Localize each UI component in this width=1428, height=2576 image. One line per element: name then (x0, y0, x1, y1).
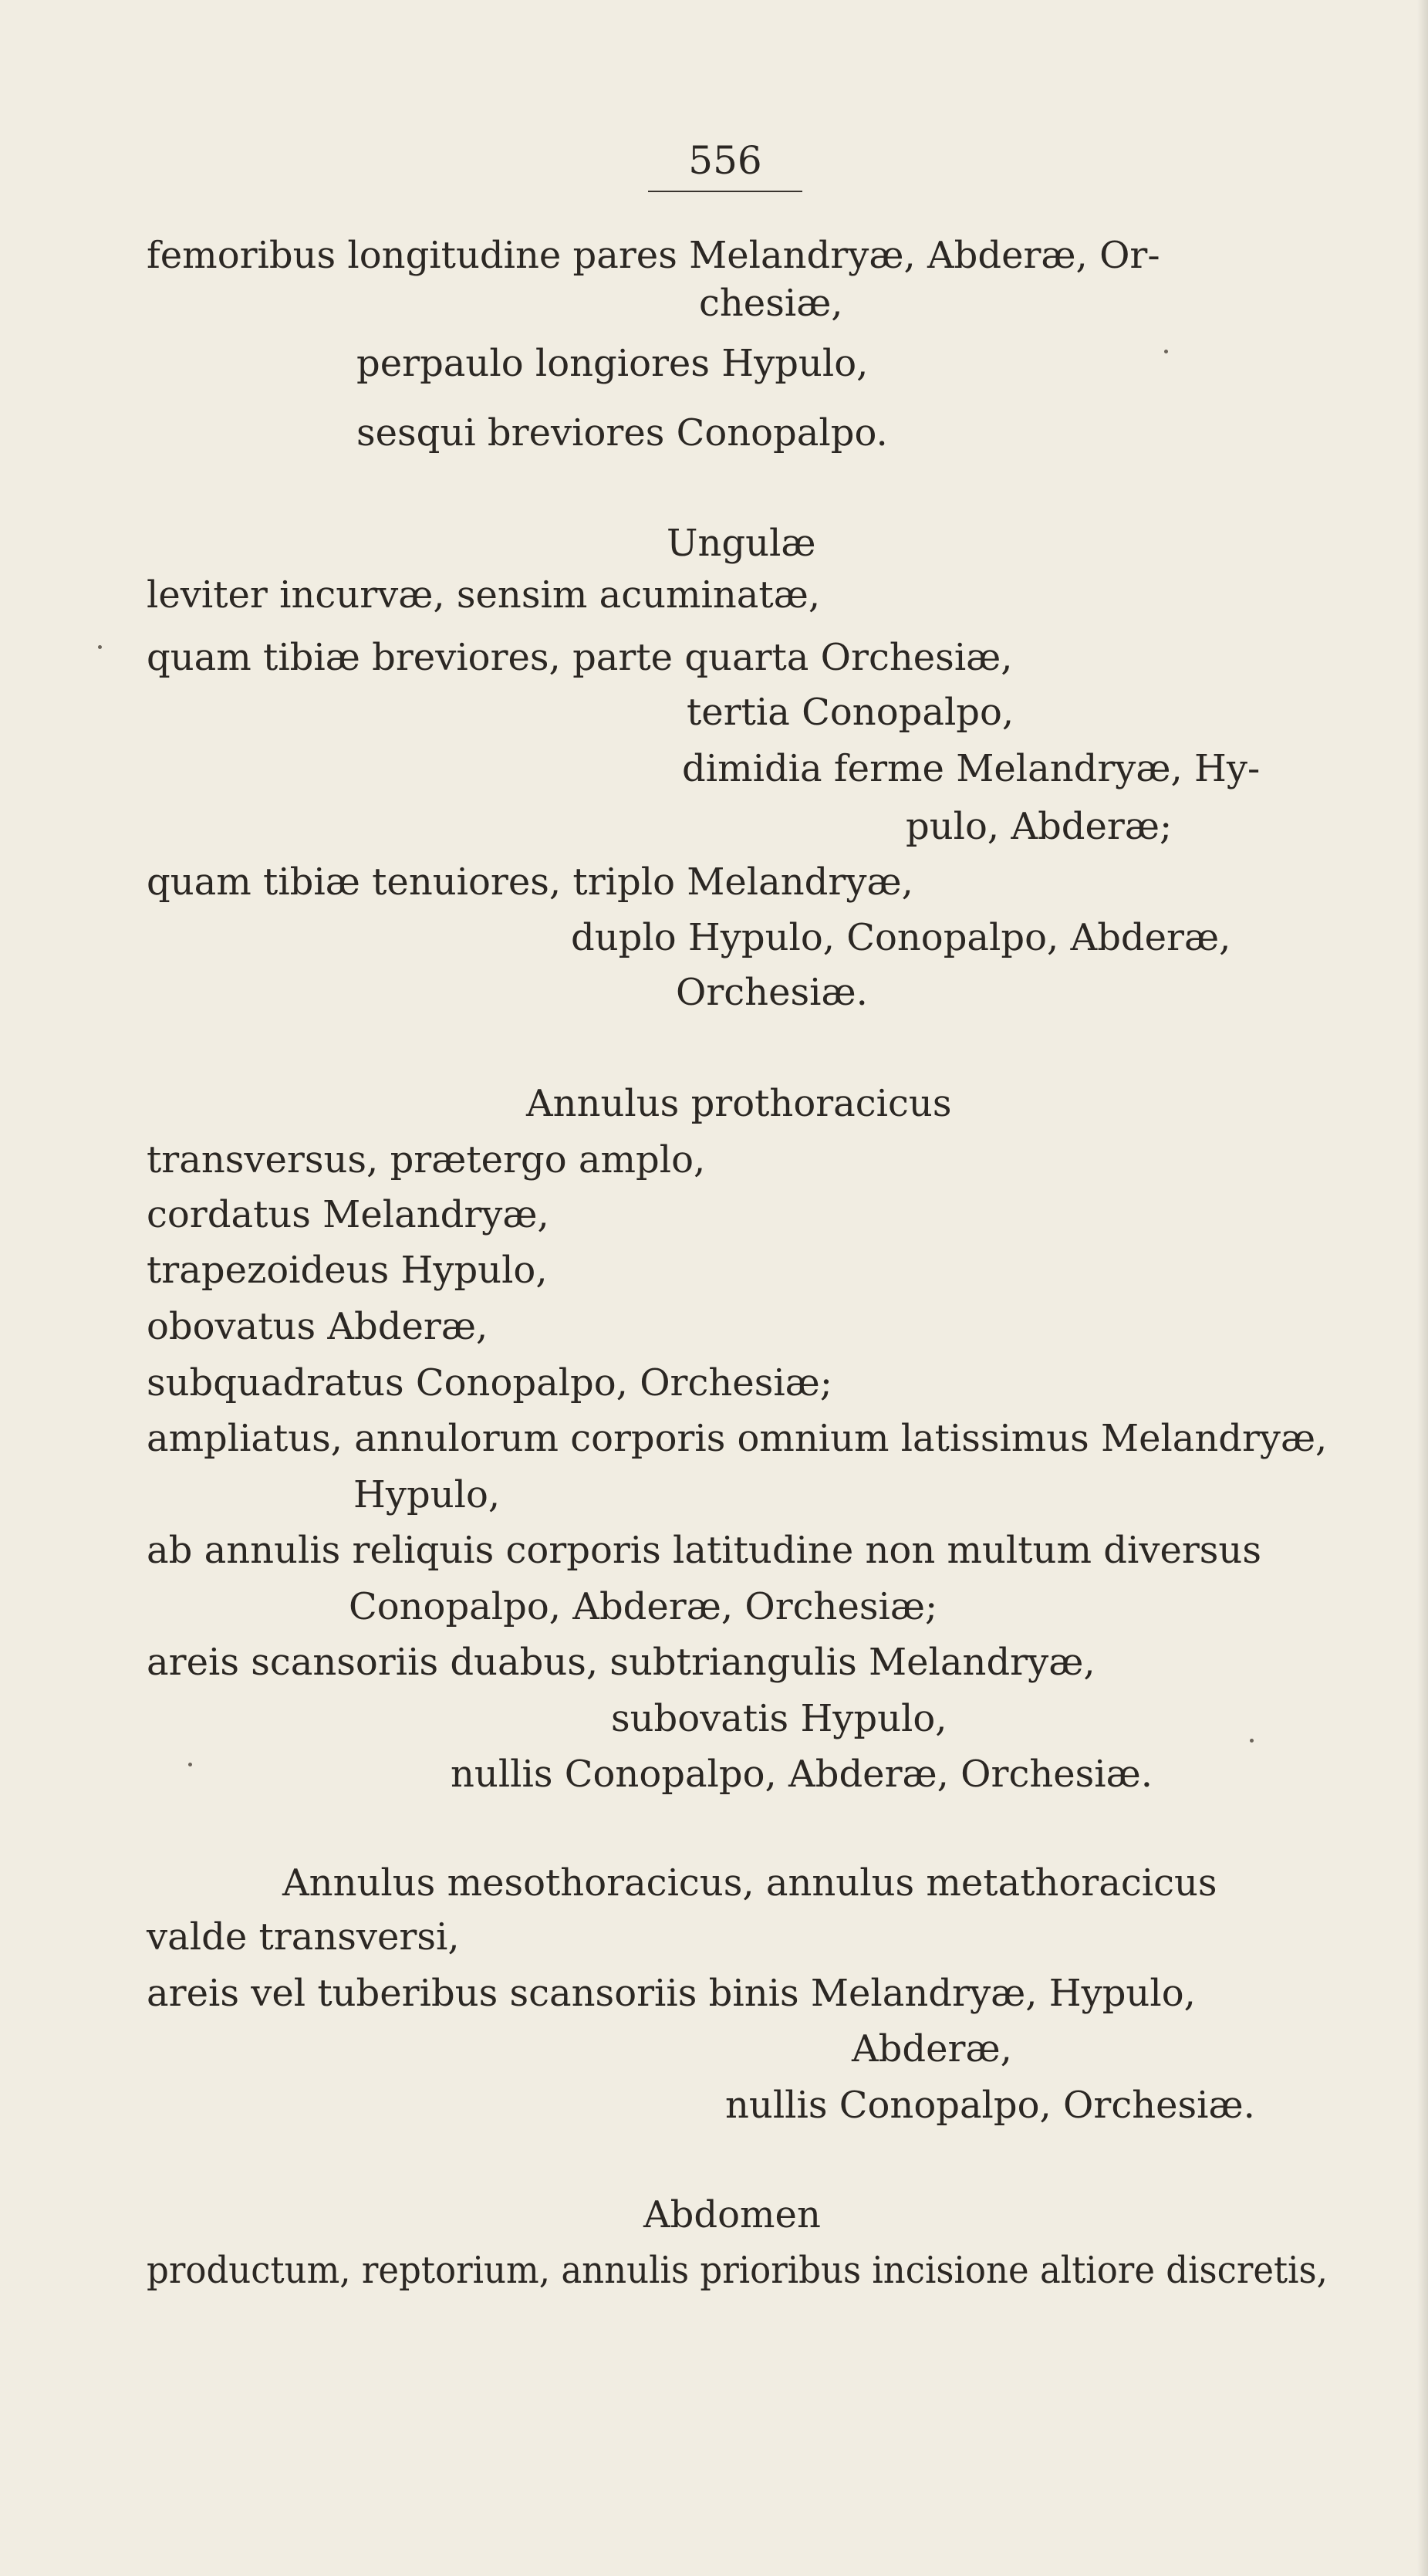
text-line: ampliatus, annulorum corporis omnium latissimus Melandryæ, (147, 1417, 1328, 1460)
paper-speck (1250, 1739, 1254, 1743)
paper-speck (188, 1763, 192, 1766)
text-line: subquadratus Conopalpo, Orchesiæ; (147, 1361, 832, 1405)
text-line: leviter incurvæ, sensim acuminatæ, (147, 573, 821, 617)
section-heading: Annulus prothoracicus (526, 1082, 952, 1125)
text-line: subovatis Hypulo, (611, 1697, 947, 1740)
text-line: chesiæ, (699, 282, 843, 325)
text-line: quam tibiæ breviores, parte quarta Orchesiæ, (147, 636, 1013, 679)
text-line: obovatus Abderæ, (147, 1305, 488, 1348)
text-line: dimidia ferme Melandryæ, Hy- (682, 747, 1261, 790)
text-line: duplo Hypulo, Conopalpo, Abderæ, (571, 916, 1231, 959)
text-line: Conopalpo, Abderæ, Orchesiæ; (349, 1585, 938, 1628)
section-heading: Annulus mesothoracicus, annulus metathoracicus (282, 1861, 1217, 1905)
text-line: nullis Conopalpo, Orchesiæ. (725, 2084, 1255, 2127)
text-line: areis scansoriis duabus, subtriangulis Melandryæ, (147, 1641, 1095, 1684)
text-line: areis vel tuberibus scansoriis binis Melandryæ, Hypulo, (147, 1972, 1196, 2015)
text-line: femoribus longitudine pares Melandryæ, Abderæ, Or- (147, 234, 1160, 277)
page-number-rule (648, 191, 802, 192)
text-line: perpaulo longiores Hypulo, (356, 342, 869, 385)
page-number: 556 (688, 138, 762, 183)
text-line: trapezoideus Hypulo, (147, 1249, 548, 1292)
text-line: transversus, prætergo amplo, (147, 1138, 706, 1182)
text-line: Hypulo, (353, 1473, 501, 1516)
text-line: valde transversi, (147, 1915, 460, 1959)
text-line: Orchesiæ. (676, 971, 868, 1014)
text-line: quam tibiæ tenuiores, triplo Melandryæ, (147, 860, 913, 904)
paper-speck (1164, 350, 1168, 353)
text-line: ab annulis reliquis corporis latitudine non multum diversus (147, 1529, 1261, 1572)
page-edge-shadow (1417, 0, 1428, 2576)
text-line: cordatus Melandryæ, (147, 1193, 549, 1236)
section-heading: Abdomen (643, 2193, 821, 2236)
text-line: nullis Conopalpo, Abderæ, Orchesiæ. (451, 1753, 1153, 1796)
text-line: sesqui breviores Conopalpo. (356, 411, 888, 455)
section-heading: Ungulæ (667, 522, 816, 565)
paper-speck (98, 645, 102, 649)
text-line: pulo, Abderæ; (906, 805, 1173, 848)
text-line: tertia Conopalpo, (687, 691, 1014, 734)
text-line: productum, reptorium, annulis prioribus incisione altiore discretis, (147, 2249, 1328, 2292)
text-line: Abderæ, (852, 2027, 1012, 2071)
